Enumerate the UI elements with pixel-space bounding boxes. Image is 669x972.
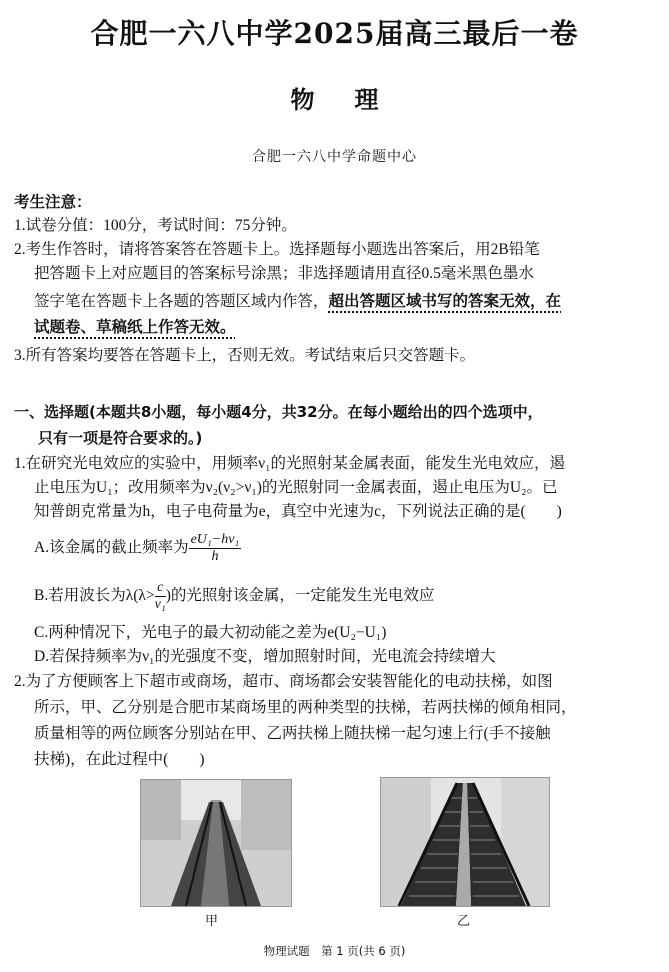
fraction-numerator: eU₁−hν₁ xyxy=(190,532,240,547)
q1-option-b-suffix: )的光照射该金属，一定能发生光电效应 xyxy=(165,587,435,605)
q1-stem-3: 知普朗克常量为h，电子电荷量为e，真空中光速为c，下列说法正确的是( ) xyxy=(34,503,562,520)
photo-caption-b: 乙 xyxy=(457,914,471,929)
notice-item-2: 2.考生作答时，请将答案答在答题卡上。选择题每小题选出答案后，用2B铅笔 xyxy=(14,241,540,258)
escalator-illustration xyxy=(381,778,549,906)
exam-title: 合肥一六八中学2025届高三最后一卷 xyxy=(90,17,579,50)
notice-item-2-text: 签字笔在答题卡上各题的答题区域内作答， xyxy=(34,293,329,310)
escalator-photo xyxy=(380,777,550,907)
q1-option-a-fraction xyxy=(189,532,242,565)
walkway-illustration xyxy=(141,780,291,906)
q1-option-b-fraction xyxy=(155,580,166,613)
notice-item-2-cont3 xyxy=(34,316,236,340)
fraction-numerator: c xyxy=(155,580,166,597)
q1-option-a-text: A.该金属的截止频率为 xyxy=(34,539,189,557)
notice-emphasis-2: 试题卷、草稿纸上作答无效。 xyxy=(34,319,236,336)
q1-option-c: C.两种情况下，光电子的最大初动能之差为e(U₂−U₁) xyxy=(34,624,387,641)
notice-item-2-cont2 xyxy=(34,290,561,314)
q2-stem-4: 扶梯)，在此过程中( ) xyxy=(34,751,205,768)
notice-item-2-cont: 把答题卡上对应题目的答案标号涂黑；非选择题请用直径0.5毫米黑色墨水 xyxy=(34,265,534,282)
photo-caption-a: 甲 xyxy=(205,914,219,929)
q1-option-d: D.若保持频率为ν₁的光强度不变，增加照射时间，光电流会持续增大 xyxy=(34,648,496,665)
q1-option-a xyxy=(34,532,241,565)
notice-item-3: 3.所有答案均要答在答题卡上，否则无效。考试结束后只交答题卡。 xyxy=(14,347,476,364)
q1-option-b xyxy=(34,580,434,613)
subject-title: 物理 xyxy=(290,85,419,114)
fraction-denominator: h xyxy=(211,549,219,564)
q1-stem-1: 1.在研究光电效应的实验中，用频率ν₁的光照射某金属表面，能发生光电效应，遏 xyxy=(14,455,566,472)
walkway-photo xyxy=(140,779,292,907)
notice-item-1: 1.试卷分值：100分，考试时间：75分钟。 xyxy=(14,217,297,234)
fraction-denominator: ν₁ xyxy=(154,597,166,612)
q2-stem-1: 2.为了方便顾客上下超市或商场，超市、商场都会安装智能化的电动扶梯，如图 xyxy=(14,673,553,690)
section-heading-cont: 只有一项是符合要求的。) xyxy=(38,429,203,447)
q2-stem-2: 所示，甲、乙分别是合肥市某商场里的两种类型的扶梯，若两扶梯的倾角相同， xyxy=(34,699,577,716)
issuer: 合肥一六八中学命题中心 xyxy=(252,150,417,165)
notice-emphasis-1: 超出答题区域书写的答案无效，在 xyxy=(328,293,562,310)
q2-stem-3: 质量相等的两位顾客分别站在甲、乙两扶梯上随扶梯一起匀速上行(手不接触 xyxy=(34,725,551,742)
section-heading: 一、选择题(本题共8小题，每小题4分，共32分。在每小题给出的四个选项中， xyxy=(14,403,543,421)
page-footer: 物理试题 第 1 页(共 6 页) xyxy=(263,944,406,958)
q1-stem-2: 止电压为U₁；改用频率为ν₂(ν₂>ν₁)的光照射同一金属表面，遏止电压为U₂。已 xyxy=(34,479,558,496)
q1-option-b-text: B.若用波长为λ(λ> xyxy=(34,587,155,605)
notice-heading: 考生注意： xyxy=(14,193,92,211)
